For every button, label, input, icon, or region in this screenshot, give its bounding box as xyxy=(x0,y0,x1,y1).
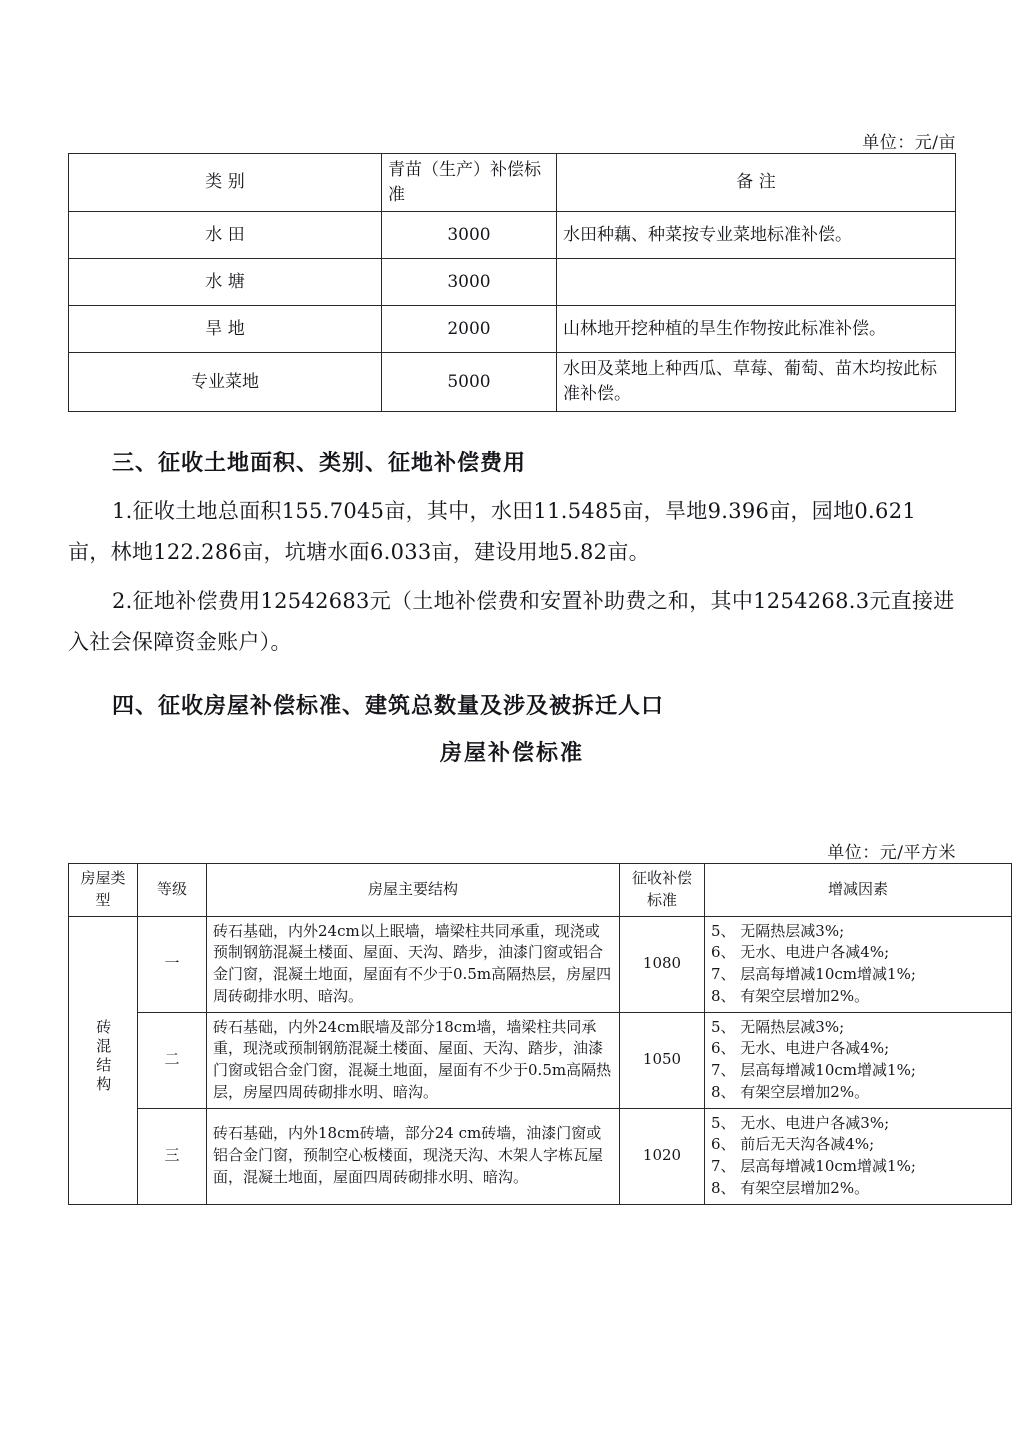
cell-standard: 5000 xyxy=(382,353,557,411)
cell-factors xyxy=(705,916,1012,1012)
factor-item: 7、 层高每增减10cm增减1%; xyxy=(711,1157,916,1175)
cell-factors xyxy=(705,1012,1012,1108)
house-compensation-section xyxy=(68,838,956,1205)
cell-grade: 一 xyxy=(138,916,207,1012)
factor-item: 7、 层高每增减10cm增减1%; xyxy=(711,965,916,983)
header-standard: 青苗（生产）补偿标准 xyxy=(382,154,557,212)
header-house-type: 房屋类型 xyxy=(69,864,138,917)
table-row xyxy=(69,212,956,259)
table-row xyxy=(69,259,956,306)
cell-note xyxy=(557,259,956,306)
factor-item: 8、 有架空层增加2%。 xyxy=(711,1082,870,1101)
table-row xyxy=(69,306,956,353)
cell-note: 山林地开挖种植的旱生作物按此标准补偿。 xyxy=(557,306,956,353)
header-grade: 等级 xyxy=(138,864,207,917)
land-compensation-section xyxy=(68,128,956,412)
factor-item: 6、 前后无天沟各减4%; xyxy=(711,1135,875,1154)
factor-item: 5、 无隔热层减3%; xyxy=(711,1017,845,1036)
factor-item: 6、 无水、电进户各减4%; xyxy=(711,943,890,962)
house-compensation-table xyxy=(68,863,1012,1205)
cell-note: 水田及菜地上种西瓜、草莓、葡萄、苗木均按此标准补偿。 xyxy=(557,353,956,411)
table-row xyxy=(69,1108,1012,1204)
cell-house-type xyxy=(69,916,138,1204)
cell-structure: 砖石基础，内外18cm砖墙，部分24 cm砖墙，油漆门窗或铝合金门窗，预制空心板楼面，现浇天沟、木架人字栋瓦屋面，混凝土地面，屋面四周砖砌排水明、暗沟。 xyxy=(207,1108,620,1204)
cell-factors xyxy=(705,1108,1012,1204)
cell-standard: 1020 xyxy=(620,1108,705,1204)
paragraph-compensation-fee: 2.征地补偿费用12542683元（土地补偿费和安置补助费之和，其中1254268.3元直接进入社会保障资金账户）。 xyxy=(68,588,955,654)
land-compensation-table xyxy=(68,153,956,412)
section-four-heading: 四、征收房屋补偿标准、建筑总数量及涉及被拆迁人口 xyxy=(112,692,665,719)
table-header-row xyxy=(69,864,1012,917)
table-row xyxy=(69,916,1012,1012)
cell-structure: 砖石基础，内外24cm眠墙及部分18cm墙，墙梁柱共同承重，现浇或预制钢筋混凝土楼面、屋面、天沟、踏步，油漆门窗或铝合金门窗，混凝土地面，屋面有不少于0.5m高隔热层，房屋四周砖砌排水明、暗沟。 xyxy=(207,1012,620,1108)
cell-standard: 1050 xyxy=(620,1012,705,1108)
house-type-label: 砖混结构 xyxy=(94,1018,113,1095)
table-row xyxy=(69,1012,1012,1108)
table-row xyxy=(69,353,956,411)
header-standard: 征收补偿标准 xyxy=(620,864,705,917)
cell-category: 专业菜地 xyxy=(69,353,382,411)
header-note: 备 注 xyxy=(557,154,956,212)
paragraph-land-area: 1.征收土地总面积155.7045亩，其中，水田11.5485亩，旱地9.396亩，园地0.621亩，林地122.286亩，坑塘水面6.033亩，建设用地5.82亩。 xyxy=(68,499,917,564)
house-table-title: 房屋补偿标准 xyxy=(439,739,584,766)
cell-standard: 1080 xyxy=(620,916,705,1012)
land-table-unit-note: 单位：元/亩 xyxy=(862,133,956,153)
cell-note: 水田种藕、种菜按专业菜地标准补偿。 xyxy=(557,212,956,259)
cell-category: 水 塘 xyxy=(69,259,382,306)
factor-item: 5、 无隔热层减3%; xyxy=(711,921,845,940)
factor-item: 7、 层高每增减10cm增减1%; xyxy=(711,1061,916,1079)
cell-grade: 三 xyxy=(138,1108,207,1204)
cell-standard: 3000 xyxy=(382,212,557,259)
body-text-section xyxy=(68,420,956,777)
header-structure: 房屋主要结构 xyxy=(207,864,620,917)
cell-category: 水 田 xyxy=(69,212,382,259)
section-three-heading: 三、征收土地面积、类别、征地补偿费用 xyxy=(112,450,527,476)
factor-item: 6、 无水、电进户各减4%; xyxy=(711,1039,890,1058)
factor-item: 8、 有架空层增加2%。 xyxy=(711,986,870,1005)
header-factors: 增减因素 xyxy=(705,864,1012,917)
cell-standard: 2000 xyxy=(382,306,557,353)
factor-item: 5、 无水、电进户各减3%; xyxy=(711,1113,890,1132)
factor-item: 8、 有架空层增加2%。 xyxy=(711,1178,870,1197)
cell-standard: 3000 xyxy=(382,259,557,306)
house-table-unit-note: 单位：元/平方米 xyxy=(827,843,956,863)
cell-structure: 砖石基础，内外24cm以上眠墙，墙梁柱共同承重，现浇或预制钢筋混凝土楼面、屋面、天沟、踏步，油漆门窗或铝合金门窗，混凝土地面，屋面有不少于0.5m高隔热层，房屋四周砖砌排水明、暗沟。 xyxy=(207,916,620,1012)
header-category: 类 别 xyxy=(69,154,382,212)
table-header-row xyxy=(69,154,956,212)
cell-category: 旱 地 xyxy=(69,306,382,353)
cell-grade: 二 xyxy=(138,1012,207,1108)
